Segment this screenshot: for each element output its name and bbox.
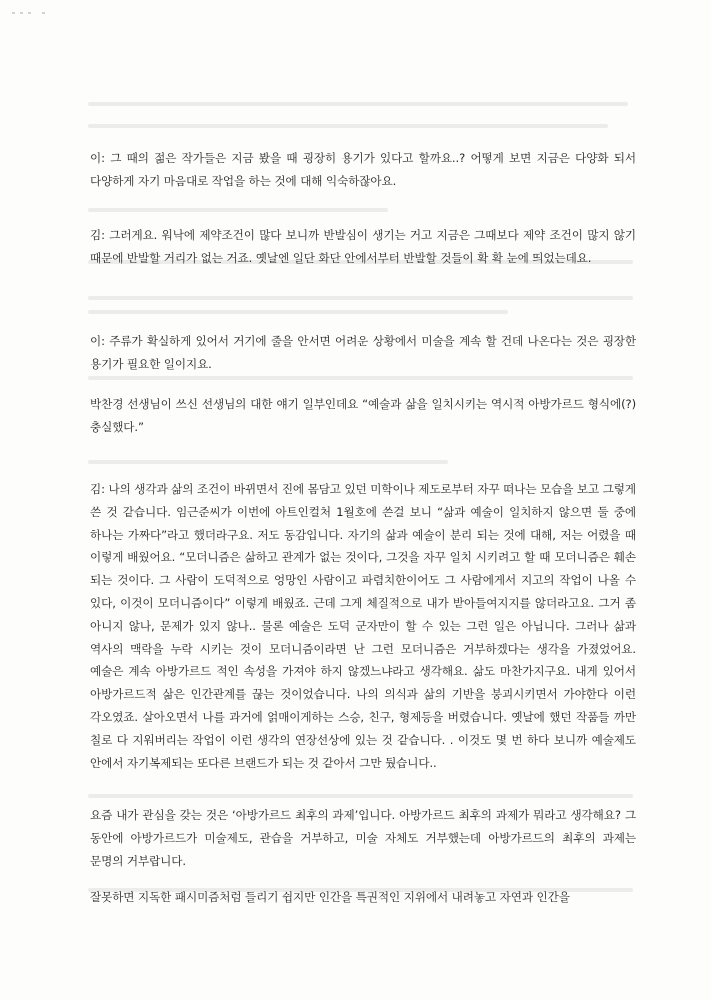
paragraph: 잘못하면 지독한 패시미즘처럼 들리기 쉽지만 인간을 특권적인 지위에서 내려놓고 자연과 인간을 bbox=[90, 890, 570, 904]
bleed-through-line bbox=[88, 204, 643, 216]
paragraph: 김: 나의 생각과 삶의 조건이 바뀌면서 진에 몸담고 있던 미학이나 제도로부터 자꾸 떠나는 모습을 보고 그렇게 쓴 것 같습니다. 임근준씨가 이번에 아트인컬처 1월호에 쓴걸 보니 “삶과 예술이 일치하지 않으면 둘 중에 하나는 가짜다”라고 했더라구요. 저도 동감입니다. 자기의 삶과 예술이 분리 되는 것에 대해, 저는 어렸을 때 이렇게 배웠어요. “모더니즘은 삶하고 관계가 없는 것이다, 그것을 자꾸 일치 시키려고 할 때 모더니즘은 훼손 되는 것이다. 그 사람이 도덕적으로 엉망인 사람이고 파렴치한이어도 그 사람에게서 지고의 작업이 나올 수 있다, 이것이 모더니즘이다” 이렇게 배웠죠. 근데 그게 체질적으로 내가 받아들여지지를 않더라고요. 그거 좀 아니지 않나, 문제가 있지 않나.. 물론 예술은 도덕 군자만이 할 수 있는 그런 일은 아닙니다. 그러나 삶과 역사의 맥락을 누락 시키는 것이 모더니즘이라면 난 그런 모더니즘은 거부하겠다는 생각을 가졌었어요. 예술은 계속 아방가르드 적인 속성을 가져야 하지 않겠느냐라고 생각해요. 삶도 마찬가지구요. 내게 있어서 아방가르드적 삶은 인간관계를 끊는 것이었습니다. 나의 의식과 삶의 기반을 붕괴시키면서 가야한다 이런 각오였죠. 살아오면서 나를 과거에 얽매이게하는 스승, 친구, 형제등을 버렸습니다. 옛날에 했던 작품들 까만 칠로 다 지워버리는 작업이 이런 생각의 연장선상에 있는 것 같습니다. . 이것도 몇 번 하다 보니까 예술제도 안에서 자기복제되는 또다른 브랜드가 되는 것 같아서 그만 뒀습니다.. bbox=[90, 482, 636, 770]
scan-mark bbox=[12, 10, 52, 16]
bleed-through-line bbox=[88, 98, 643, 110]
paragraph: 요즘 내가 관심을 갖는 것은 ‘아방가르드 최후의 과제’입니다. 아방가르드 최후의 과제가 뭐라고 생각해요? 그 동안에 아방가르드가 미술제도, 관습을 거부하고, 미술 자체도 거부했는데 아방가르드의 최후의 과제는 문명의 거부랍니다. bbox=[90, 808, 636, 868]
paragraph: 김: 그러게요. 워낙에 제약조건이 많다 보니까 반발심이 생기는 거고 지금은 그때보다 제약 조건이 많지 않기 때문에 반발할 거리가 없는 거죠. 옛날엔 일단 화단 안에서부터 반발할 것들이 확 확 눈에 띄었는데요. bbox=[90, 228, 636, 265]
bleed-through-line bbox=[88, 120, 643, 132]
paragraph: 이: 주류가 확실하게 있어서 거기에 줄을 안서면 어려운 상황에서 미술을 계속 할 건데 나온다는 것은 굉장한 용기가 필요한 일이지요. bbox=[90, 334, 636, 371]
bleed-through-line bbox=[88, 292, 643, 304]
bleed-through-line bbox=[88, 790, 643, 802]
bleed-through-line bbox=[88, 306, 643, 318]
bleed-through-line bbox=[88, 456, 643, 468]
paragraph: 박찬경 선생님이 쓰신 선생님의 대한 얘기 일부인데요 “예술과 삶을 일치시키는 역시적 아방가르드 형식에(?) 충실했다.” bbox=[90, 397, 636, 434]
paragraph: 이: 그 때의 젊은 작가들은 지금 봤을 때 굉장히 용기가 있다고 할까요..? 어떻게 보면 지금은 다양화 되서 다양하게 자기 마음대로 작업을 하는 것에 대해 익숙하잖아요. bbox=[90, 151, 636, 188]
